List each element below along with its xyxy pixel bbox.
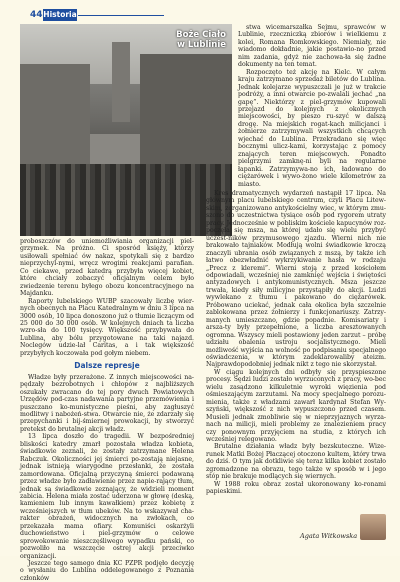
author-signature: Agata Witkowska [300,532,358,540]
photo-caption-line1: Boże Ciało [176,30,226,40]
left-column [20,238,194,582]
paragraph: proboszczów do uniemożliwiania organizacji piel-grzymek. Na próżno. Ci sposród księży, którzy usiłowali spełniać ów nakaz, spotykali się z bardzo nieprzychyl-nymi, wręcz wrogimi reakcjami parafian. Co ciekawe, przed katedrą przybyła więcej kobiet, które chciały zobaczyć oficjalnym celem było zwiedzenie terenu byłego obozu koncentracyjnego na Majdanku. [20,238,194,298]
right-column [206,190,386,496]
paragraph: Jeszcze tego samego dnia KC PZPR podjęło decyzję o wysłaniu do Lublina oddelegowanego z Poznania członków [20,560,194,582]
paragraph: Władze były przerażone. Z innych miejscowości na-pędzały bezrobotnych i chłopów z najbliższych oszukały zwracano do tej pory dwuch Powiatowych Urzędów pod-czas nadawania partyjne przemówienia i puszczano ko-munistyczne pieśni, aby zagłuszyć modlitwy i nabożeń-stwa. Otwarcie nie, że zdarzały się przepychanki i bij-śmiernej prowokacji, by stworzyć pretekst do brutalnej akcji władz. [20,373,194,433]
paragraph: Brutalne działania władz były bezskuteczne. Wize-runek Matki Bożej Płaczącej otoczono kultem, który trwa do dziś. O tym jak dotkliwie się teraz kilka kobiet zostało zgromadzone na obrazu, tego także w sposób w i jego stóp nie brakuje modlących się wiernych. [206,443,386,481]
paragraph: Rozpoczęto też akcję na Kielc. W całym kraju zatrzymano sprzedaż biletów do Lublina. Jednak kolejarze wypuszczali je już w trakcie podróży, a inni otwarcie po-zwalali jechać „na gapę”. Niektórzy z piel-grzymów kupowali przejazd do kolejnych z okolicznych miejscowości, by pieszo ru-szyć w dalszą drogę. Na miejskich rogat-kach milicjanci i żołnierze zatrzymywali wszystkich chcących wjechać do Lublina. Przekradano się więc bocznymi ulicz-kami, korzystając z pomocy znających teren miejscowych. Ponadto pielgrzymi zamknę-ni byli na regularne łapanki. Zatrzymywa-no ich, ładowano do ciężarówek i wywo-żono wiele kilometrów za miasto. [238,68,386,188]
paragraph: W ciągu kolejnych dni odbyły się przyspieszone procesy. Sędzi ludzi zostało wyrzuconych z pracy, wo-bec wielu zasądzono kilkuletnie wyroki więzienia pod ośmieszającym zarzutami. Na mocy specjalnego porozu-mienia, także z władzami zawarł kardynał Stefan Wy-szyński, większość z nich wypuszczono przed czasem. Musieli jednak zmobliwie się w nieprzyjaznych wyrza-nach na milicji, mieli problemy ze znalezieniem pracy czy ponownym przyjęciem na studia, z których ich wcześniej relegowano. [206,368,386,443]
paragraph: Raporty lubelskiego WUBP szacowały liczbę wier-nych obecnych na Placu Katedralnym w dniu 3 lipca na 3000 osób, 10 lipca donoszono już o tłumie liczącym od 25 000 do 30 000 osób. W kolejnych dniach ta liczba wzro-sła do 100 tysięcy. Większość przybywała do Lublina, aby bólu przygotowane na taki najazd. Noclegów udzie-lał Caritas, a i tak większość przybyłych koczowała pod gołym niebem. [20,297,194,357]
paragraph: Kres dramatycznych wydarzeń nastąpił 17 lipca. Na głównym placu lubelskiego centrum, czyli Placu Litew-skim, zorganizowano antykościelny wiec, w którym zmu-szono do uczestnictwa tysiące osób pod rygorem utraty pracy. Jednocześnie w pobliskim kościele kapucynów roz-poczęła się msza, na której udało się wielu przybyć uczest-ników przymusowego zjazdu. Wierni nich nie brakowało tajniaków. Modłują wolni świadkowie kroczą znaczyli ubrania osób związanych z mszą, by także ich łatwo obezwładnić wykrzykiwanie hasła w rodzaju „Precz z kleremi”. Wierni stoją z przed kościołem odpowiadali, wcześniej nie zamknięć wejścia i świętości antyzadowych i antykomunistycznych. Msza jeszcze trwała, kiedy siły milicyjne przystąpiły do akcji. Ludzi wywlekano z tłumu i pakowano do ciężarówek. Próbowano uciekać, jednak cała okolica była szczelnie zablokowana przez żołnierzy i funkcjonariuszy. Zatrzy-manych umieszczano, gdzie popadnie. Komisariaty i arsza-ty były przepełnione, a liczba aresztowanych ogromna. Wszyscy mieli postawiony jeden zarzut – próbę udziału obalenia ustroju socjalistycznego. Mieli możliwość wyjścia na wolność po podpisaniu specjalnego oświadczenia, w którym zadeklarowaliby ateizm. Najprawdopodobniej jednak nikt z tego nie skorzystał. [206,190,386,369]
photo-crowd [20,164,232,236]
paragraph: stwa wicemarszałka Sejmu, sprawców w Lublinie, rzeczniczką zbiorów i wielkiemu z kolei, Romana Romkowskiego. Niemiały, nie wiadomo dokładnie, jakie postawio-no przed nim zadania, gdyż nie zachowa-ła się żadne dokumenty na ten temat. [238,24,386,69]
section-tab: Historia [43,10,77,19]
photo-caption-line2: w Lublinie [177,40,226,50]
author-photo [360,514,386,540]
photo-caption [176,30,226,50]
procession-photo [20,24,232,236]
header-rule [78,15,164,16]
page-number: 44 [30,10,43,20]
paragraph: W 1988 roku obraz został ukoronowany ko-ronami papieskimi. [206,480,386,496]
right-top-column [238,24,386,188]
photo-church-tower [112,42,130,122]
section-subheading: Dalsze represje [74,361,140,371]
paragraph: 13 lipca doszło do tragedii. W bezpośredniej bliskości katedry zmarł pozostała władza kobieta, świadkowie zeznali, że zostały zatrzymane Helena Rabczuk. Okoliczności jej śmierci po-zostają niejasne, jednak istnieją wiarygodne przesłanki, że została zamordowana. Oficjalną przyczyną śmierci podawaną przez władze było zadławienie przez napie-rający tłum, jednak są świadkowie zeznający, że widzieli moment zabicia. Helena miała zostać uderzona w głowę (deską, kamieniem lub innym kawałkiem) przez kobietę z wcześniejszych w tłum ubeków. Na to wskazywał cha-rakter obrażeń, widocznych na zwłokach, co przekazała mama ofiary. Komuniści oskarżyli duchowieństwo i piel-grzymów o celowe sprowokowanie nieszczęśliwego wypadku pański, co pozwoliło na wszczęcie ostrej akcji przeciwko organizacji. [20,433,194,560]
